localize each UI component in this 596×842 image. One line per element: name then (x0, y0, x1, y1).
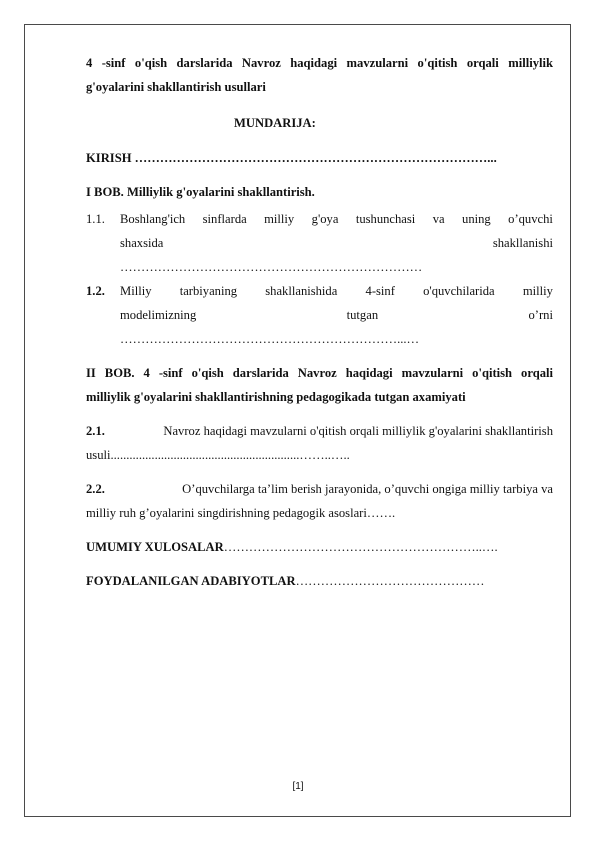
toc-references-dots: ……………………………………… (295, 574, 485, 588)
toc-word: o’quvchi (508, 212, 553, 226)
toc-word: shaxsida (120, 236, 164, 250)
toc-intro: KIRISH …………………………………………………………………………... (86, 151, 497, 165)
toc-word: milliy (522, 284, 553, 298)
toc-word: tushunchasi (355, 212, 416, 226)
toc-word: uning (462, 212, 491, 226)
toc-section-1-2-dots: …………………………………………………………...… (120, 332, 420, 346)
toc-word: modelimizning (120, 308, 197, 322)
toc-word: Milliy (120, 284, 152, 298)
toc-section-2-1-number: 2.1. (86, 424, 105, 438)
toc-references (86, 574, 553, 589)
toc-section-2-1-text: Navroz haqidagi mavzularni o'qitish orqali milliylik g'oyalarini shakllantirish (163, 424, 553, 438)
toc-word: Boshlang'ich (120, 212, 186, 226)
toc-word: sinflarda (202, 212, 247, 226)
toc-section-2-1-line-2: usuli............................................................……..….. (86, 448, 350, 462)
document-title-line-2: g'oyalarini shakllantirish usullari (86, 80, 266, 94)
toc-chapter-2-line-1: II BOB. 4 -sinf o'qish darslarida Navroz haqidagi mavzularni o'qitish orqali (86, 366, 553, 380)
toc-references-label: FOYDALANILGAN ADABIYOTLAR (86, 574, 296, 588)
toc-section-1-1-number: 1.1. (86, 212, 105, 226)
toc-word: shakllanishi (492, 236, 553, 250)
toc-section-2-2-line-2: milliy ruh g’oyalarini singdirishning pedagogik asoslari……. (86, 506, 396, 520)
toc-chapter-1: I BOB. Milliylik g'oyalarini shakllantirish. (86, 185, 315, 199)
toc-section-1-2-line-2 (120, 308, 553, 323)
document-title-line-1: 4 -sinf o'qish darslarida Navroz haqidagi mavzularni o'qitish orqali milliylik (86, 56, 553, 70)
toc-section-1-1-dots: ……………………………………………………………… (120, 260, 423, 274)
toc-word: va (432, 212, 445, 226)
toc-chapter-2-line-2: milliylik g'oyalarini shakllantirishning pedagogikada tutgan axamiyati (86, 390, 466, 404)
toc-section-1-2-number: 1.2. (86, 284, 105, 298)
toc-word: o’rni (528, 308, 553, 322)
page-border (24, 24, 571, 817)
page-number: [1] (292, 781, 304, 792)
toc-conclusion (86, 540, 553, 555)
toc-word: milliy (264, 212, 295, 226)
toc-word: o'quvchilarida (423, 284, 495, 298)
toc-word: shakllanishida (265, 284, 338, 298)
toc-conclusion-dots: ……………………………………………………..…. (223, 540, 498, 554)
toc-word: 4-sinf (365, 284, 395, 298)
toc-section-2-1-line-1 (86, 424, 553, 439)
toc-section-1-2-line-1 (120, 284, 553, 299)
toc-section-2-2-line-1 (86, 482, 553, 497)
toc-word: tarbiyaning (179, 284, 238, 298)
toc-word: tutgan (346, 308, 379, 322)
toc-conclusion-label: UMUMIY XULOSALAR (86, 540, 224, 554)
toc-section-1-1-line-2 (120, 236, 553, 251)
toc-heading: MUNDARIJA: (234, 116, 316, 130)
toc-section-1-1-line-1 (120, 212, 553, 227)
toc-section-2-2-number: 2.2. (86, 482, 105, 496)
toc-word: g'oya (311, 212, 339, 226)
toc-section-2-2-text: O’quvchilarga ta’lim berish jarayonida, o’quvchi ongiga milliy tarbiya va (182, 482, 553, 496)
